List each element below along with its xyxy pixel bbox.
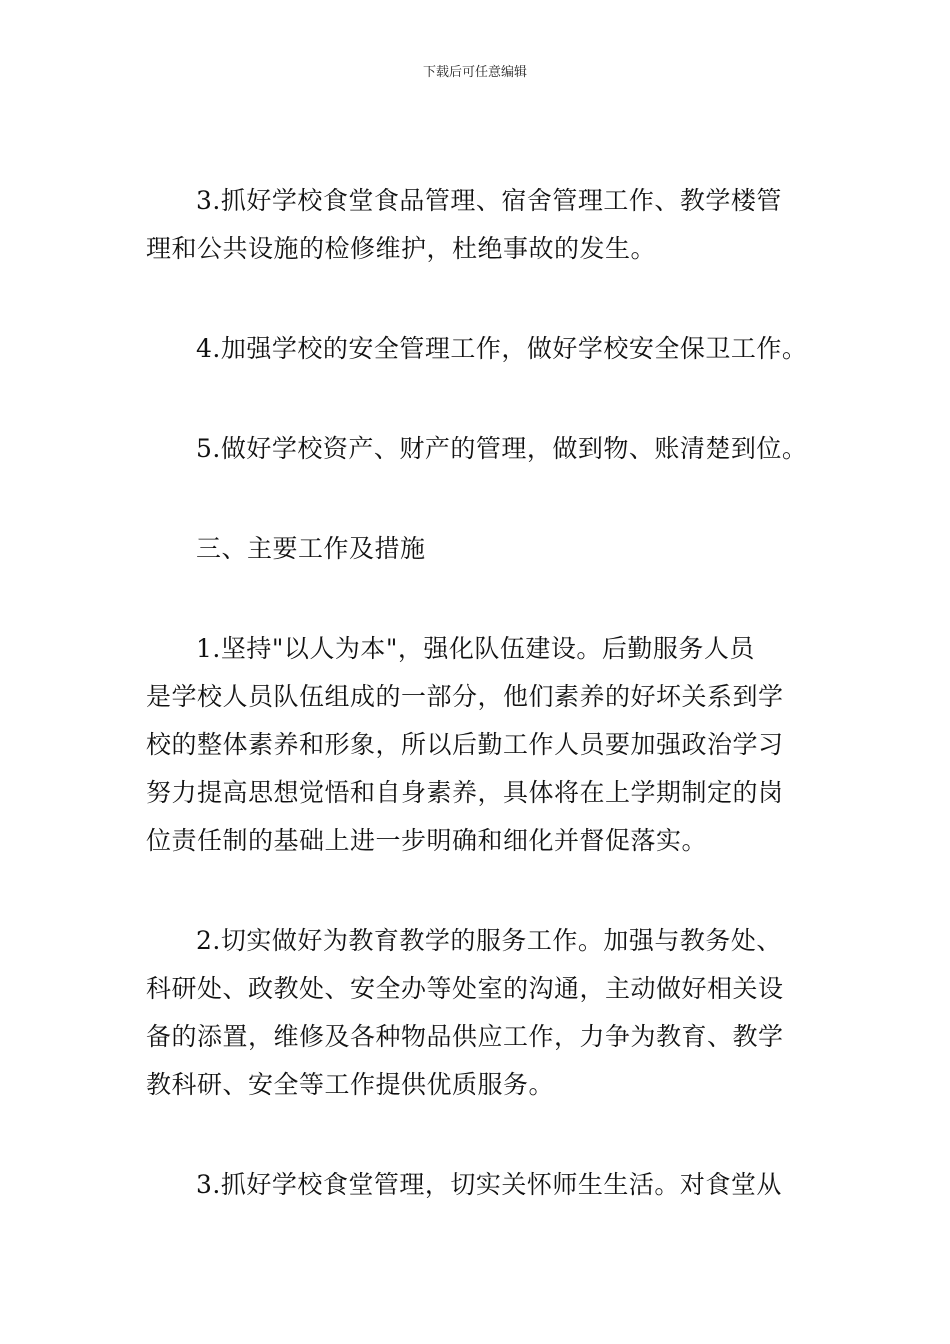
- paragraph-line: 5.做好学校资产、财产的管理，做到物、账清楚到位。: [196, 434, 808, 463]
- section-heading: [146, 525, 810, 573]
- paragraph-line: 4.加强学校的安全管理工作，做好学校安全保卫工作。: [196, 334, 808, 363]
- paragraph-team-building: [146, 625, 810, 865]
- paragraph-line: 是学校人员队伍组成的一部分，他们素养的好坏关系到学: [146, 682, 784, 711]
- paragraph-line: 努力提高思想觉悟和自身素养，具体将在上学期制定的岗: [146, 778, 784, 807]
- paragraph-line: 备的添置，维修及各种物品供应工作，力争为教育、教学: [146, 1022, 784, 1051]
- paragraph-line: 3.抓好学校食堂管理，切实关怀师生生活。对食堂从: [196, 1170, 782, 1199]
- paragraph-line: 校的整体素养和形象，所以后勤工作人员要加强政治学习: [146, 730, 784, 759]
- section-heading-text: 三、主要工作及措施: [196, 534, 426, 563]
- paragraph-line: 教科研、安全等工作提供优质服务。: [146, 1070, 555, 1099]
- document-body: [146, 177, 810, 1209]
- paragraph-line: 位责任制的基础上进一步明确和细化并督促落实。: [146, 826, 708, 855]
- paragraph-assets: [146, 425, 810, 473]
- page-header: 下载后可任意编辑: [422, 65, 527, 80]
- paragraph-teaching-service: [146, 917, 810, 1109]
- paragraph-line: 科研处、政教处、安全办等处室的沟通，主动做好相关设: [146, 974, 784, 1003]
- paragraph-canteen-management: [146, 1161, 810, 1209]
- paragraph-canteen-dorm: [146, 177, 810, 273]
- paragraph-safety-management: [146, 325, 810, 373]
- paragraph-line: 理和公共设施的检修维护，杜绝事故的发生。: [146, 234, 657, 263]
- paragraph-line: 1.坚持"以人为本"，强化队伍建设。后勤服务人员: [196, 634, 755, 663]
- paragraph-line: 3.抓好学校食堂食品管理、宿舍管理工作、教学楼管: [196, 186, 782, 215]
- paragraph-line: 2.切实做好为教育教学的服务工作。加强与教务处、: [196, 926, 782, 955]
